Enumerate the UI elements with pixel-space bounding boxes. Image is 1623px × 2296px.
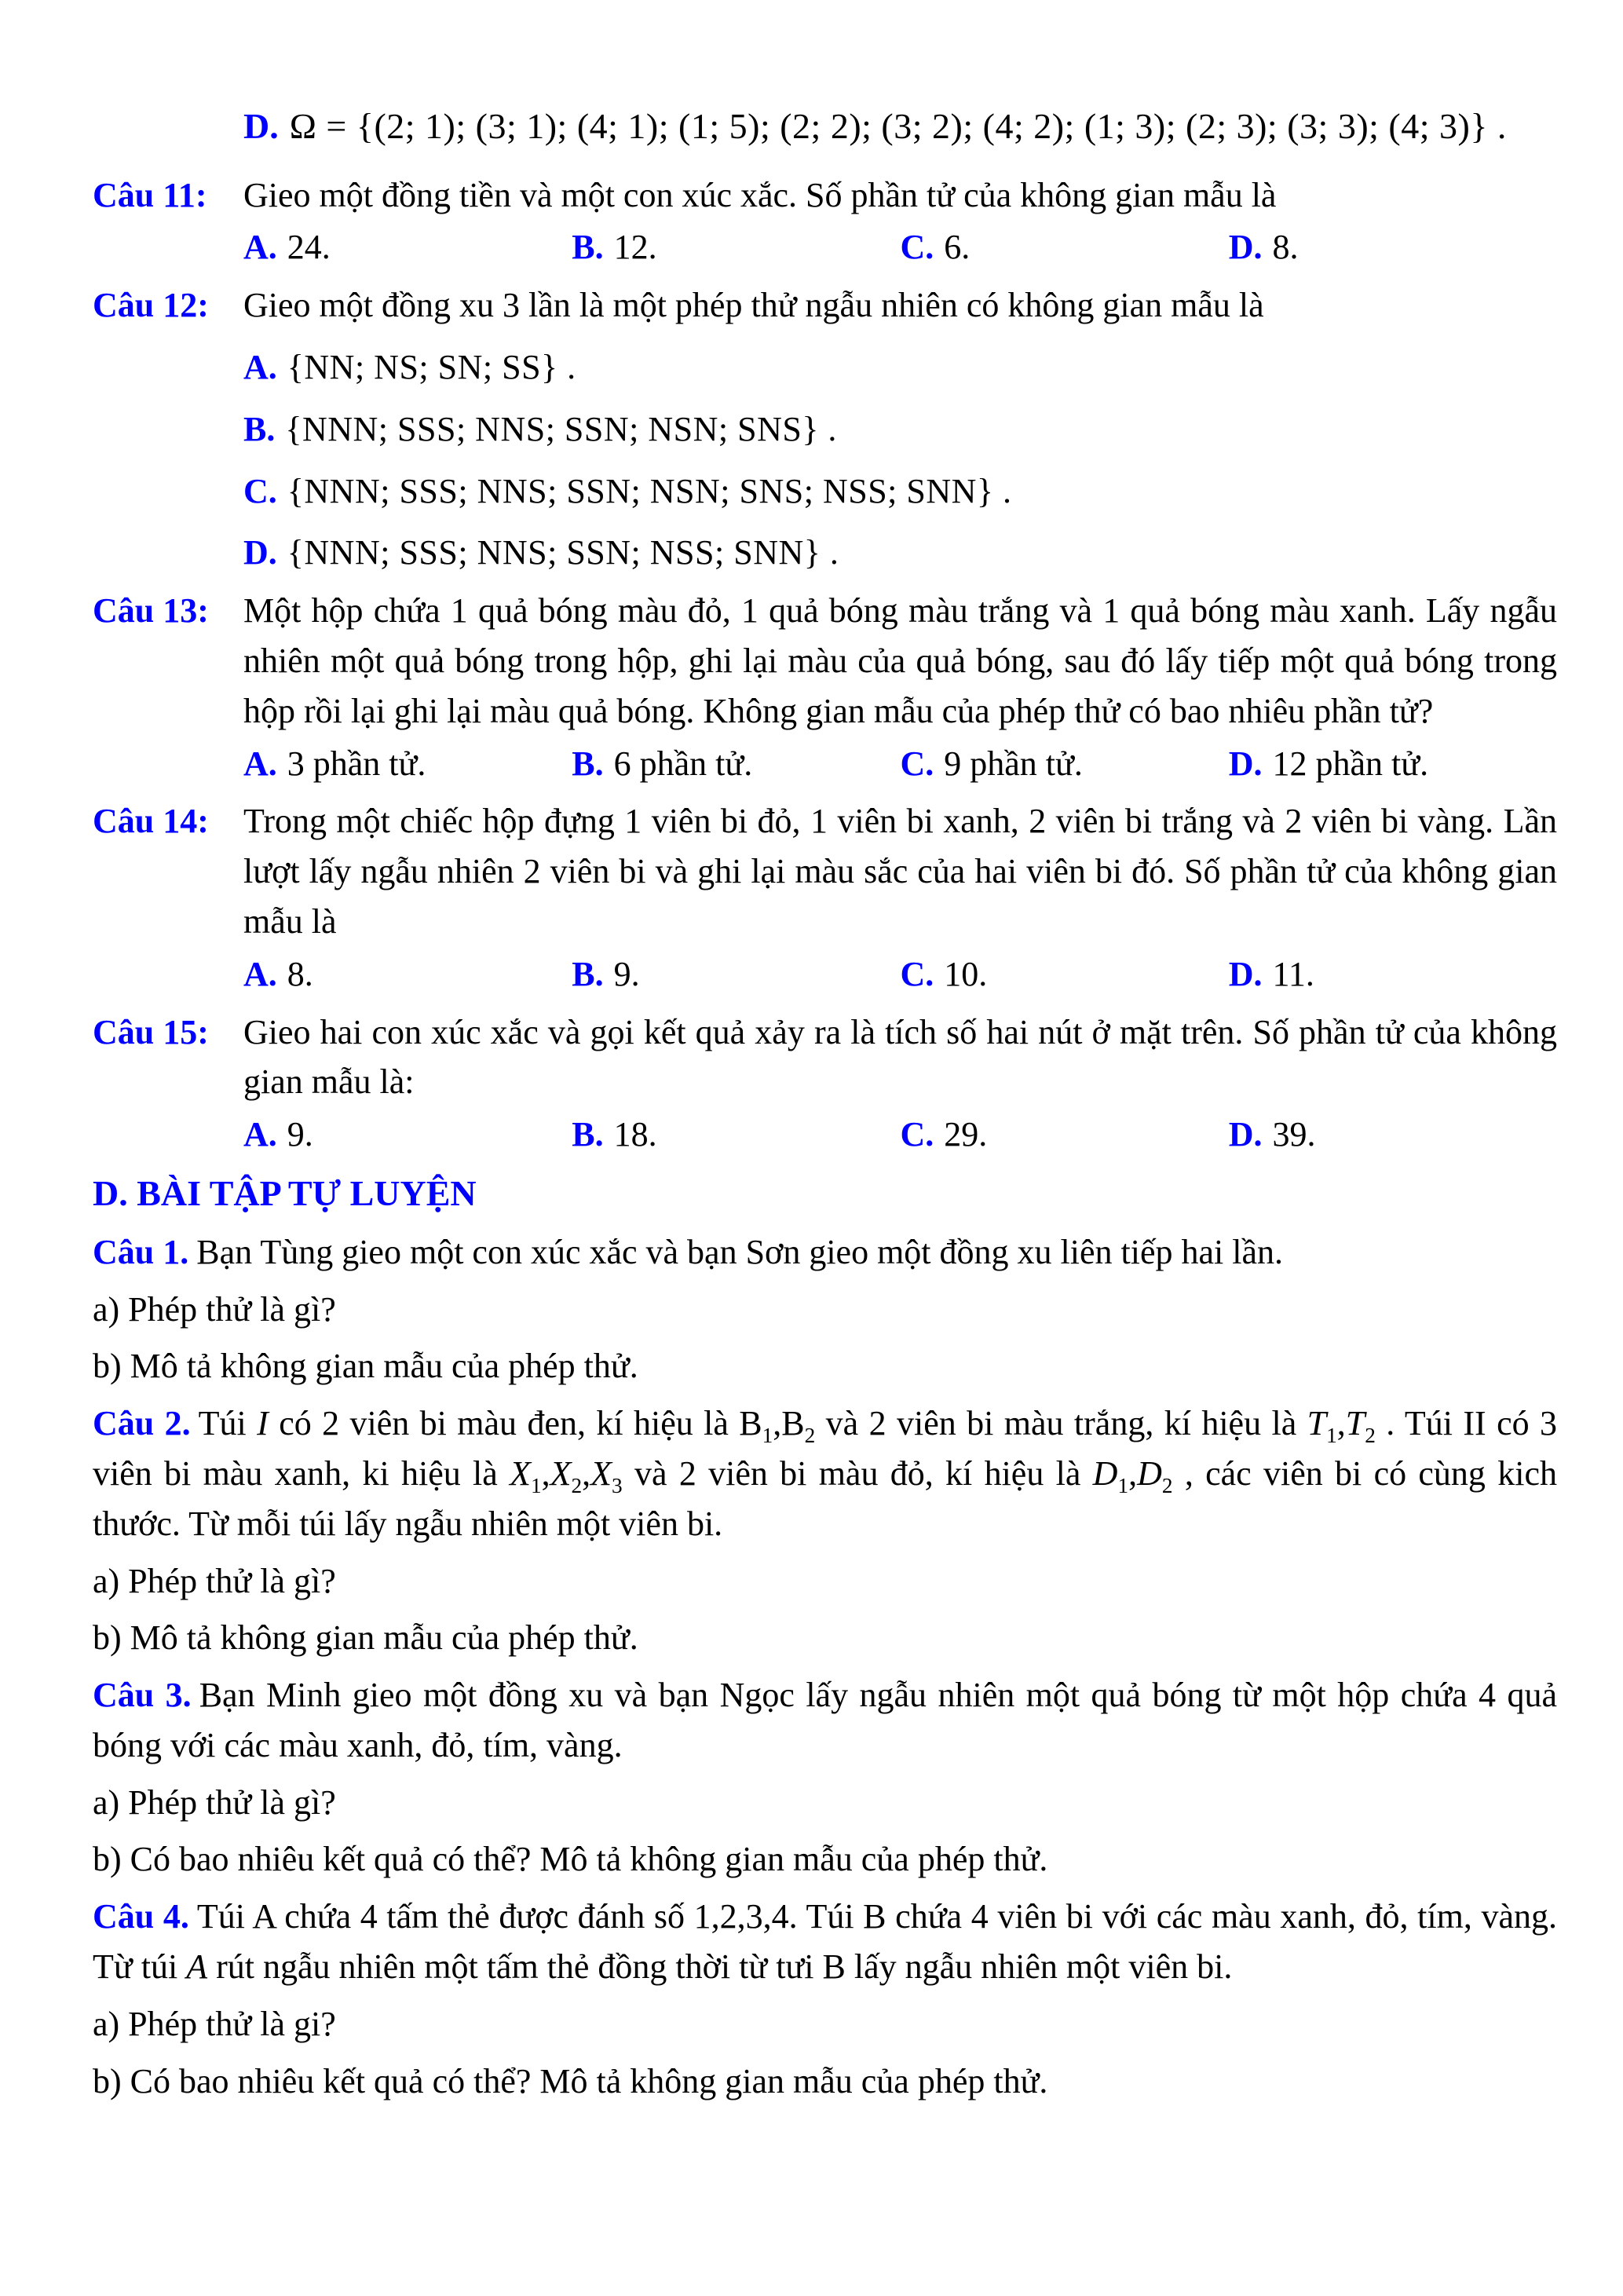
question-label: Câu 4. (93, 1897, 189, 1936)
options-row (243, 949, 1557, 1000)
option-a (243, 222, 572, 272)
option-text: 9. (613, 954, 640, 993)
option-text: {NNN; SSS; NNS; SSN; NSN; SNS} . (285, 409, 837, 448)
question-text: Gieo một đồng tiền và một con xúc xắc. Số phần tử của không gian mẫu là (243, 175, 1277, 214)
question-cau-3-part-a: a) Phép thử là gì? (93, 1782, 336, 1822)
question-cau-14 (93, 796, 1557, 999)
option-text: {NN; NS; SN; SS} . (287, 348, 576, 387)
option-letter: B. (572, 744, 604, 783)
question-text: Gieo hai con xúc xắc và gọi kết quả xảy ra là tích số hai nút ở mặt trên. Số phần tử của không gian mẫu là: (243, 1012, 1557, 1102)
option-text: 12. (613, 228, 657, 267)
option-letter: A. (243, 1115, 277, 1154)
question-label: Câu 14: (93, 802, 209, 841)
option-d (243, 528, 1557, 578)
option-b (572, 949, 900, 1000)
question-cau-13 (93, 586, 1557, 788)
question-label: Câu 15: (93, 1012, 209, 1051)
option-text: 29. (944, 1115, 988, 1154)
option-text: 10. (944, 954, 988, 993)
question-cau-2-part-a: a) Phép thử là gì? (93, 1561, 336, 1600)
option-letter: A. (243, 744, 277, 783)
option-text: 6 phần tử. (613, 744, 753, 783)
question-cau-1 (93, 1227, 1557, 1278)
options-row (243, 222, 1557, 272)
option-c (243, 466, 1557, 517)
option-text: 9. (287, 1115, 313, 1154)
option-text: 6. (944, 228, 971, 267)
option-letter: B. (243, 409, 276, 448)
option-letter: C. (900, 744, 934, 783)
question-text: Một hộp chứa 1 quả bóng màu đỏ, 1 quả bóng màu trắng và 1 quả bóng màu xanh. Lấy ngẫu nhiên một quả bóng trong hộp, ghi lại màu của quả bóng, sau đó lấy tiếp một quả bóng trong hộp rồi lại ghi lại màu quả bóng. Không gian mẫu của phép thử có bao nhiêu phần tử? (243, 591, 1557, 730)
question-cau-2-part-b: b) Mô tả không gian mẫu của phép thử. (93, 1618, 638, 1658)
option-text: 24. (287, 228, 331, 267)
option-a (243, 342, 1557, 393)
option-a (243, 739, 572, 789)
section-header-bai-tap-tu-luyen: D. BÀI TẬP TỰ LUYỆN (93, 1173, 477, 1214)
option-b (572, 739, 900, 789)
question-label: Câu 12: (93, 286, 209, 325)
question-label: Câu 1. (93, 1232, 189, 1271)
question-cau-1-part-a: a) Phép thử là gì? (93, 1289, 336, 1329)
options-stack (243, 342, 1557, 578)
options-row (243, 739, 1557, 789)
option-letter: D. (1228, 228, 1263, 267)
option-d (1229, 739, 1557, 789)
question-cau-2 (93, 1398, 1557, 1548)
question-text: Gieo một đồng xu 3 lần là một phép thử ngẫu nhiên có không gian mẫu là (243, 286, 1264, 325)
question-text: Túi A chứa 4 tấm thẻ được đánh số 1,2,3,4. Túi B chứa 4 viên bi với các màu xanh, đỏ, tím, vàng. Từ túi A rút ngẫu nhiên một tấm thẻ đồng thời từ tưi B lấy ngẫu nhiên một viên bi. (93, 1897, 1558, 1987)
option-letter: B. (572, 228, 604, 267)
question-cau-15 (93, 1007, 1557, 1160)
question-cau-3 (93, 1670, 1557, 1771)
option-b (243, 404, 1557, 455)
question-body (243, 796, 1557, 999)
option-c (901, 1110, 1229, 1160)
question-body (243, 1007, 1557, 1160)
option-text: 11. (1272, 954, 1314, 993)
question-cau-11 (93, 170, 1557, 273)
question-label: Câu 2. (93, 1404, 191, 1443)
option-letter: D. (243, 106, 279, 146)
option-letter: B. (572, 1115, 604, 1154)
question-body (243, 170, 1557, 273)
question-cau-3-part-b: b) Có bao nhiêu kết quả có thể? Mô tả không gian mẫu của phép thử. (93, 1840, 1048, 1879)
option-text: 8. (287, 954, 313, 993)
carryover-option-d (243, 101, 1557, 153)
option-letter: D. (1228, 954, 1263, 993)
question-cau-1-part-b: b) Mô tả không gian mẫu của phép thử. (93, 1347, 638, 1386)
option-d (1229, 222, 1557, 272)
question-label: Câu 11: (93, 175, 207, 214)
option-text: 18. (613, 1115, 657, 1154)
option-letter: C. (243, 471, 277, 510)
option-letter: A. (243, 954, 277, 993)
question-cau-4-part-b: b) Có bao nhiêu kết quả có thể? Mô tả không gian mẫu của phép thử. (93, 2061, 1048, 2100)
question-text: Trong một chiếc hộp đựng 1 viên bi đỏ, 1 viên bi xanh, 2 viên bi trắng và 2 viên bi vàng. Lần lượt lấy ngẫu nhiên 2 viên bi và ghi lại màu sắc của hai viên bi đó. Số phần tử của không gian mẫu là (243, 802, 1557, 941)
question-label: Câu 13: (93, 591, 209, 631)
question-cau-4 (93, 1892, 1557, 1992)
option-d (1229, 949, 1557, 1000)
option-text: Ω = {(2; 1); (3; 1); (4; 1); (1; 5); (2; 2); (3; 2); (4; 2); (1; 3); (2; 3); (3; 3); (4; 3)} . (289, 106, 1507, 146)
option-letter: D. (1228, 744, 1263, 783)
option-letter: C. (900, 228, 934, 267)
option-letter: D. (1228, 1115, 1263, 1154)
option-b (572, 1110, 900, 1160)
option-letter: C. (900, 1115, 934, 1154)
option-text: 9 phần tử. (944, 744, 1083, 783)
question-text: Túi I có 2 viên bi màu đen, kí hiệu là $B_1,B_2$ và 2 viên bi màu trắng, kí hiệu là $T_1,T_2$ . Túi II có 3 viên bi màu xanh, ki hiệu là $X_1,X_2,X_3$ và 2 viên bi màu đỏ, kí hiệu là $D_1,D_2$ , các viên bi có cùng kich thước. Từ mỗi túi lấy ngẫu nhiên một viên bi. (93, 1404, 1558, 1543)
option-text: 12 phần tử. (1272, 744, 1429, 783)
option-c (901, 949, 1229, 1000)
question-cau-4-part-a: a) Phép thử là gi? (93, 2004, 336, 2043)
option-a (243, 949, 572, 1000)
options-row (243, 1110, 1557, 1160)
option-letter: A. (243, 348, 277, 387)
question-label: Câu 3. (93, 1676, 192, 1715)
question-cau-12 (93, 280, 1557, 578)
option-letter: B. (572, 954, 604, 993)
question-body (243, 586, 1557, 788)
option-b (572, 222, 900, 272)
question-text: Bạn Minh gieo một đồng xu và bạn Ngọc lấy ngẫu nhiên một quả bóng từ một hộp chứa 4 quả bóng với các màu xanh, đỏ, tím, vàng. (93, 1676, 1558, 1764)
option-c (901, 739, 1229, 789)
option-letter: D. (243, 533, 277, 572)
option-letter: A. (243, 228, 277, 267)
question-body (243, 280, 1557, 578)
option-text: {NNN; SSS; NNS; SSN; NSS; SNN} . (287, 533, 839, 572)
option-d (1229, 1110, 1557, 1160)
option-letter: C. (900, 954, 934, 993)
question-text: Bạn Tùng gieo một con xúc xắc và bạn Sơn gieo một đồng xu liên tiếp hai lần. (196, 1232, 1283, 1271)
option-text: 39. (1272, 1115, 1316, 1154)
option-text: 8. (1272, 228, 1299, 267)
option-c (901, 222, 1229, 272)
option-text: 3 phần tử. (287, 744, 426, 783)
option-text: {NNN; SSS; NNS; SSN; NSN; SNS; NSS; SNN} . (287, 471, 1012, 510)
option-a (243, 1110, 572, 1160)
